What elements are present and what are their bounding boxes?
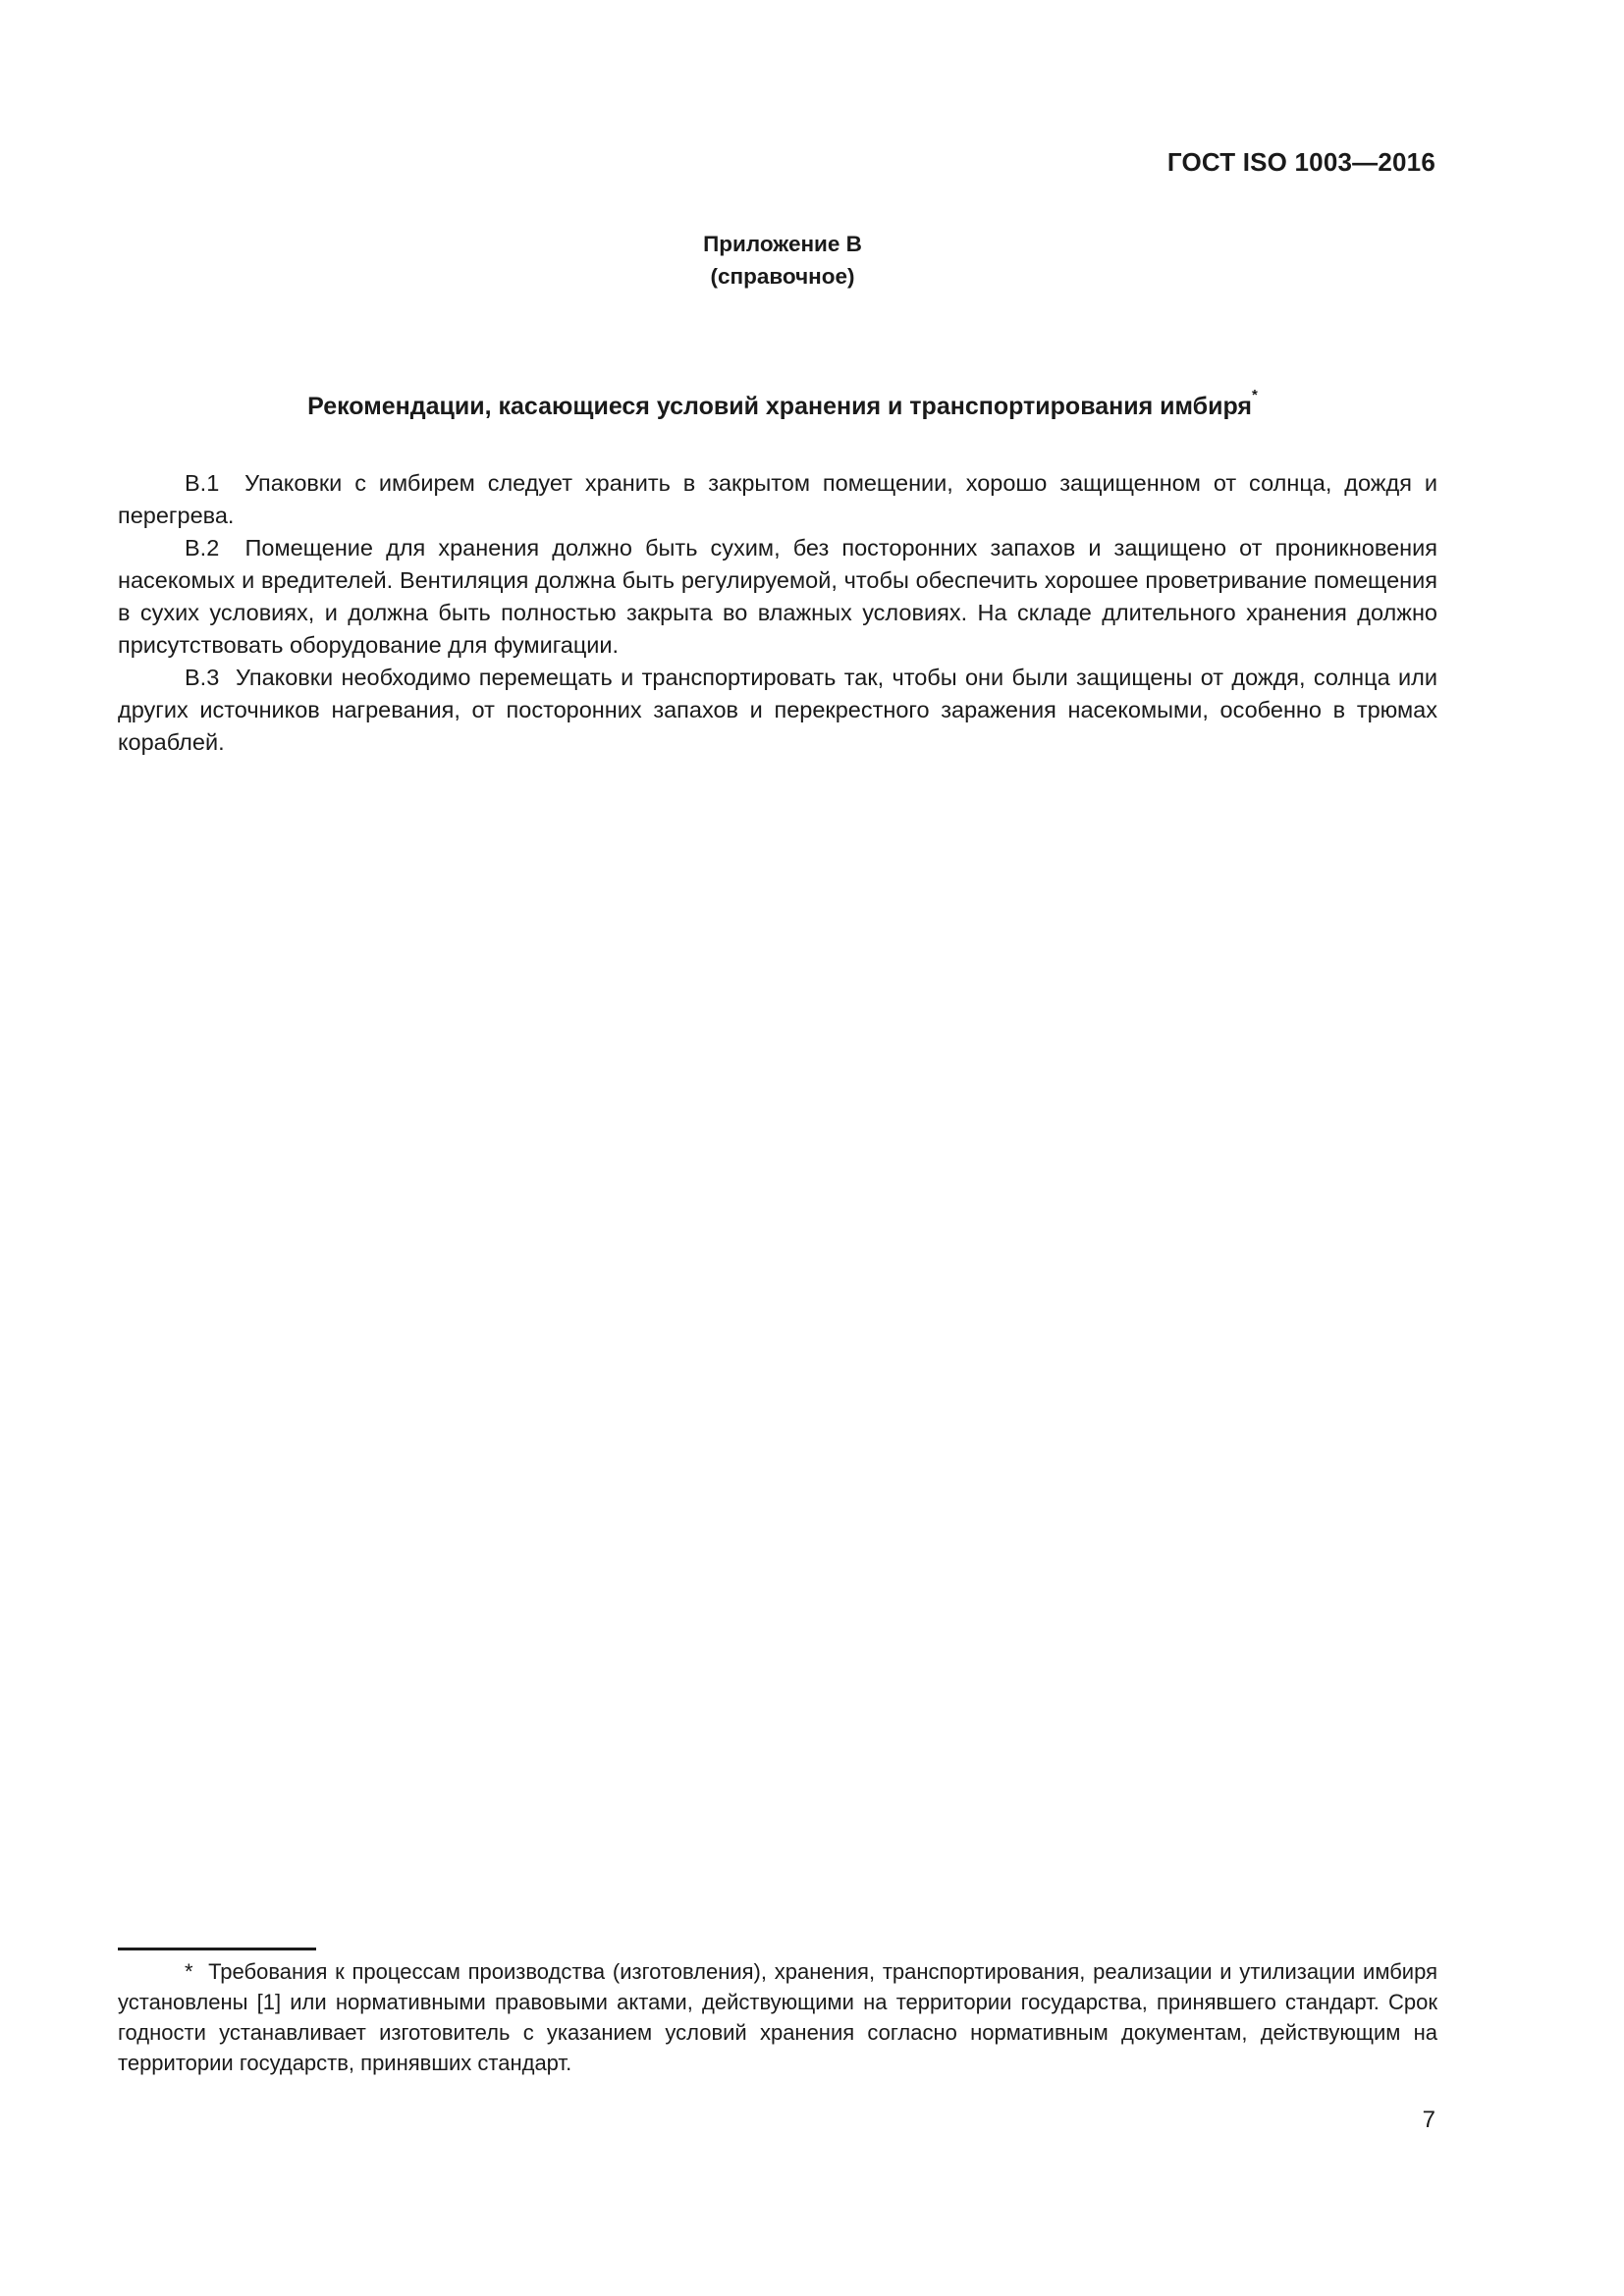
paragraph-b2 [118, 532, 1437, 662]
paragraph-number: В.3 [185, 665, 220, 690]
paragraph-text: Упаковки с имбирем следует хранить в закрытом помещении, хорошо защищенном от солнца, дождя и перегрева. [118, 470, 1438, 528]
footnote [118, 1956, 1437, 2078]
annex-label: Приложение В [703, 232, 862, 256]
annex-title [0, 387, 1565, 421]
footnote-mark: * [185, 1959, 193, 1984]
footnote-reference-mark: * [1252, 387, 1258, 403]
paragraph-number: В.2 [185, 535, 220, 561]
page-number: 7 [1422, 2107, 1435, 2133]
footnote-text: Требования к процессам производства (изготовления), хранения, транспортирования, реализации и утилизации имбиря установлены [1] или нормативными правовыми актами, действующими на территории государства, принявшего стандарт. Срок годности устанавливает изготовитель с указанием условий хранения согласно нормативным документам, действующим на территории государств, принявших стандарт. [118, 1959, 1437, 2075]
annex-heading [0, 228, 1565, 293]
standard-identifier: ГОСТ ISO 1003—2016 [1166, 147, 1435, 177]
annex-title-text: Рекомендации, касающиеся условий хранения и транспортирования имбиря [307, 393, 1253, 420]
annex-body [118, 467, 1437, 759]
paragraph-number: В.1 [185, 470, 220, 496]
paragraph-text: Упаковки необходимо перемещать и транспортировать так, чтобы они были защищены от дождя, солнца или других источников нагревания, от посторонних запахов и перекрестного заражения насекомыми, особенно в трюмах кораблей. [118, 665, 1438, 755]
footnote-separator [118, 1948, 316, 1950]
paragraph-b3 [118, 662, 1437, 759]
paragraph-text: Помещение для хранения должно быть сухим, без посторонних запахов и защищено от проникновения насекомых и вредителей. Вентиляция должна быть регулируемой, чтобы обеспечить хорошее проветривание помещения в сухих условиях, и должна быть полностью закрыта во влажных условиях. На складе длительного хранения должно присутствовать оборудование для фумигации. [118, 535, 1437, 658]
paragraph-b1 [118, 467, 1437, 532]
annex-status: (справочное) [710, 264, 855, 289]
